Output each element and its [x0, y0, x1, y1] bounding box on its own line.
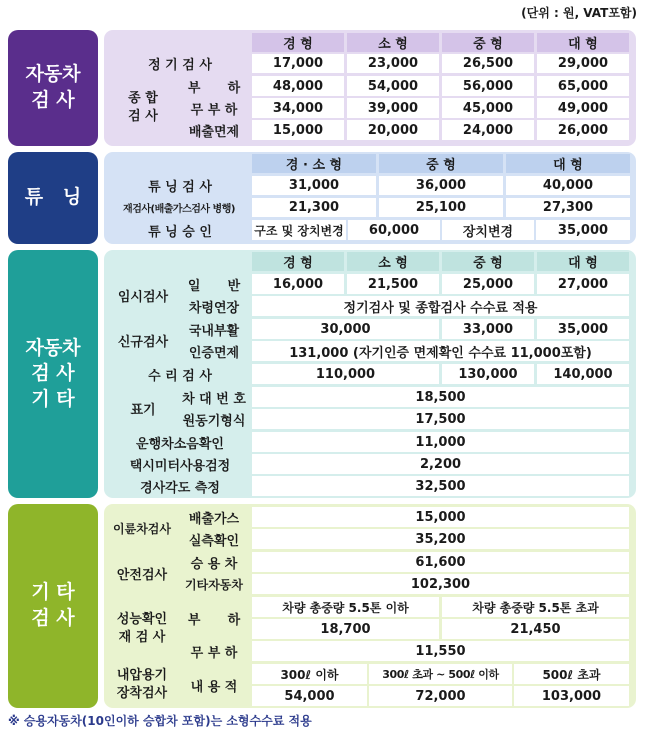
tuning-header-medium: 중 형: [379, 154, 503, 173]
cell-load-small: 54,000: [347, 76, 439, 96]
row-label-engine-type: 원동기형식: [182, 413, 246, 429]
cell-tilt-angle: 32,500: [252, 476, 629, 496]
cell-domestic-large: 35,000: [537, 319, 629, 339]
s3-header-medium: 중 형: [442, 252, 534, 271]
group-label-new: 신규검사: [117, 334, 169, 350]
cell-exempt-small: 20,000: [347, 120, 439, 140]
row-label-measure-check: 실측확인: [188, 533, 240, 549]
row-label-passenger-car: 승 용 차: [190, 556, 238, 572]
row-label-tuning-inspection: 튜 닝 검 사: [148, 180, 212, 195]
cell-perf-noload: 11,550: [252, 641, 629, 661]
cell-chassis-number: 18,500: [252, 387, 629, 407]
cell-tuning-medium: 36,000: [379, 176, 503, 195]
cell-volume-value-1: 54,000: [252, 686, 367, 706]
row-label-domestic-revival: 국내부활: [188, 323, 240, 339]
header-small: 소 형: [347, 33, 439, 52]
cell-volume-head-3: 500ℓ 초과: [514, 664, 629, 684]
group-label-temporary: 임시검사: [117, 289, 169, 305]
cell-volume-value-3: 103,000: [514, 686, 629, 706]
group-label-pressure-vessel: 내압용기 장착검사: [116, 668, 168, 701]
cell-regular-light: 17,000: [252, 54, 344, 73]
row-label-emission: 배출가스: [188, 511, 240, 527]
cell-regular-large: 29,000: [537, 54, 629, 73]
section-label-tuning: 튜 닝: [8, 152, 98, 244]
row-label-regular: 정 기 검 사: [148, 58, 212, 73]
row-label-perf-load: 부 하: [187, 612, 241, 628]
cell-taximeter: 2,200: [252, 454, 629, 474]
row-label-reinspection: 재검사(배출가스검사 병행): [123, 204, 235, 215]
cell-noload-light: 34,000: [252, 98, 344, 118]
cell-noload-large: 49,000: [537, 98, 629, 118]
section-label-vehicle-inspection: 자동차 검 사: [8, 30, 98, 146]
row-label-noise-check: 운행차소음확인: [136, 436, 224, 452]
cell-noload-small: 39,000: [347, 98, 439, 118]
row-label-perf-noload: 무 부 하: [190, 645, 238, 661]
cell-domestic-light-small: 30,000: [252, 319, 439, 339]
group-label-marking: 표기: [130, 402, 156, 418]
row-label-volume: 내 용 적: [190, 679, 238, 695]
cell-general-large: 27,000: [537, 274, 629, 294]
cell-repair-light-small: 110,000: [252, 364, 439, 384]
cell-general-light: 16,000: [252, 274, 344, 294]
cell-general-small: 21,500: [347, 274, 439, 294]
cell-passenger-car: 61,600: [252, 552, 629, 572]
cell-regular-medium: 26,500: [442, 54, 534, 73]
cell-repair-large: 140,000: [537, 364, 629, 384]
s3-header-small: 소 형: [347, 252, 439, 271]
s3-header-large: 대 형: [537, 252, 629, 271]
cell-perf-under-head: 차량 총중량 5.5톤 이하: [252, 597, 439, 617]
row-label-emission-exempt: 배출면제: [188, 124, 240, 140]
cell-volume-value-2: 72,000: [369, 686, 512, 706]
cell-approval-structure-label: 구조 및 장치변경: [252, 220, 346, 240]
group-label-performance: 성능확인 재 검 사: [116, 611, 168, 645]
cell-emission: 15,000: [252, 507, 629, 527]
row-label-tuning-approval: 튜 닝 승 인: [148, 224, 212, 240]
cell-volume-head-2: 300ℓ 초과 ~ 500ℓ 이하: [369, 664, 512, 684]
cell-age-extension: 정기검사 및 종합검사 수수료 적용: [252, 296, 629, 316]
cell-measure-check: 35,200: [252, 529, 629, 549]
row-label-repair: 수 리 검 사: [148, 368, 212, 384]
cell-regular-small: 23,000: [347, 54, 439, 73]
row-label-load: 부 하: [187, 80, 241, 96]
section-label-other-inspection: 기 타 검 사: [8, 504, 98, 708]
row-label-age-extension: 차령연장: [188, 300, 240, 316]
unit-note: (단위 : 원, VAT포함): [521, 6, 637, 20]
cell-perf-under-value: 18,700: [252, 619, 439, 639]
header-medium: 중 형: [442, 33, 534, 52]
cell-load-light: 48,000: [252, 76, 344, 96]
row-label-chassis-number: 차 대 번 호: [182, 391, 246, 407]
section-label-other-vehicle-inspection: 자동차 검 사 기 타: [8, 250, 98, 498]
cell-repair-medium: 130,000: [442, 364, 534, 384]
s3-header-light: 경 형: [252, 252, 344, 271]
cell-approval-structure-value: 60,000: [348, 220, 440, 240]
cell-engine-type: 17,500: [252, 409, 629, 429]
row-label-taximeter: 택시미터사용검정: [129, 458, 231, 474]
cell-cert-exempt: 131,000 (자기인증 면제확인 수수료 11,000포함): [252, 341, 629, 361]
cell-exempt-light: 15,000: [252, 120, 344, 140]
group-label-safety: 안전검사: [116, 567, 168, 583]
cell-approval-device-label: 장치변경: [442, 220, 534, 240]
cell-exempt-large: 26,000: [537, 120, 629, 140]
cell-reinspection-large: 27,300: [506, 198, 630, 217]
cell-perf-over-head: 차량 총중량 5.5톤 초과: [442, 597, 629, 617]
cell-other-vehicle: 102,300: [252, 574, 629, 594]
footnote: ※ 승용자동차(10인이하 승합차 포함)는 소형수수료 적용: [8, 714, 312, 728]
row-label-tilt-angle: 경사각도 측정: [140, 480, 220, 496]
cell-tuning-large: 40,000: [506, 176, 630, 195]
cell-volume-head-1: 300ℓ 이하: [252, 664, 367, 684]
cell-noload-medium: 45,000: [442, 98, 534, 118]
cell-general-medium: 25,000: [442, 274, 534, 294]
cell-load-large: 65,000: [537, 76, 629, 96]
cell-reinspection-medium: 25,100: [379, 198, 503, 217]
tuning-header-light-small: 경 · 소 형: [252, 154, 376, 173]
header-large: 대 형: [537, 33, 629, 52]
row-label-cert-exempt: 인증면제: [188, 345, 240, 361]
tuning-header-large: 대 형: [506, 154, 630, 173]
cell-load-medium: 56,000: [442, 76, 534, 96]
cell-tuning-light-small: 31,000: [252, 176, 376, 195]
cell-exempt-medium: 24,000: [442, 120, 534, 140]
group-label-comprehensive: 종 합 검 사: [128, 90, 158, 124]
cell-reinspection-light-small: 21,300: [252, 198, 376, 217]
row-label-other-vehicle: 기타자동차: [185, 577, 243, 592]
row-label-noload: 무 부 하: [190, 102, 238, 118]
cell-perf-over-value: 21,450: [442, 619, 629, 639]
header-light: 경 형: [252, 33, 344, 52]
row-label-general: 일 반: [187, 278, 241, 294]
group-label-motorcycle: 이륜차검사: [113, 521, 171, 536]
cell-noise-check: 11,000: [252, 432, 629, 452]
cell-approval-device-value: 35,000: [536, 220, 630, 240]
cell-domestic-medium: 33,000: [442, 319, 534, 339]
